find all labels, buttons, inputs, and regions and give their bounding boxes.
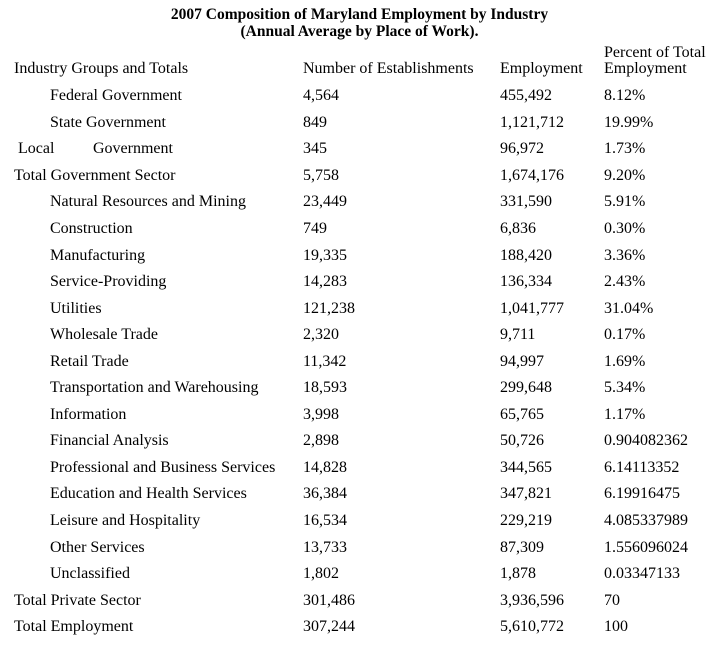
establishments-value: 2,320 bbox=[303, 326, 339, 344]
establishments-value: 849 bbox=[303, 113, 327, 131]
table-row bbox=[0, 163, 719, 190]
table-row bbox=[0, 587, 719, 614]
employment-value: 1,674,176 bbox=[500, 166, 564, 184]
industry-label: Unclassified bbox=[50, 565, 130, 583]
table-row bbox=[0, 322, 719, 349]
employment-value: 347,821 bbox=[500, 485, 552, 503]
industry-label: Transportation and Warehousing bbox=[50, 379, 259, 397]
percent-value: 31.04% bbox=[604, 299, 654, 317]
industry-label: Wholesale Trade bbox=[50, 326, 158, 344]
table-row bbox=[0, 508, 719, 535]
employment-value: 6,836 bbox=[500, 220, 536, 237]
percent-value: 1.73% bbox=[604, 140, 646, 158]
table-row bbox=[0, 428, 719, 455]
percent-value: 6.19916475 bbox=[604, 485, 680, 503]
title-line-2: (Annual Average by Place of Work). bbox=[240, 23, 479, 40]
document-title bbox=[0, 0, 719, 40]
table-row bbox=[0, 561, 719, 588]
column-header-number-of-establishments: Number of Establishments bbox=[303, 60, 474, 77]
table-row bbox=[0, 481, 719, 508]
table-body bbox=[0, 83, 719, 640]
percent-value: 70 bbox=[604, 591, 620, 609]
industry-label: Professional and Business Services bbox=[50, 458, 276, 476]
table-row bbox=[0, 242, 719, 269]
establishments-value: 19,335 bbox=[303, 246, 347, 264]
industry-label: Education and Health Services bbox=[50, 485, 247, 503]
industry-label: Information bbox=[50, 405, 127, 423]
establishments-value: 23,449 bbox=[303, 193, 347, 211]
percent-value: 0.30% bbox=[604, 220, 646, 237]
establishments-value: 4,564 bbox=[303, 87, 339, 105]
percent-value: 19.99% bbox=[604, 113, 654, 131]
establishments-value: 14,283 bbox=[303, 273, 347, 291]
percent-value: 3.36% bbox=[604, 246, 646, 264]
percent-value: 100 bbox=[604, 618, 628, 636]
table-row bbox=[0, 295, 719, 322]
percent-value: 2.43% bbox=[604, 273, 646, 291]
percent-value: 1.69% bbox=[604, 352, 646, 370]
employment-value: 3,936,596 bbox=[500, 591, 564, 609]
employment-value: 299,648 bbox=[500, 379, 552, 397]
table-row bbox=[0, 269, 719, 296]
percent-value: 5.91% bbox=[604, 193, 646, 211]
industry-label: State Government bbox=[50, 113, 166, 131]
employment-value: 94,997 bbox=[500, 352, 544, 370]
percent-value: 0.03347133 bbox=[604, 565, 680, 583]
title-line-1: 2007 Composition of Maryland Employment by Industry bbox=[170, 6, 549, 23]
establishments-value: 2,898 bbox=[303, 432, 339, 450]
establishments-value: 301,486 bbox=[303, 591, 355, 609]
employment-value: 455,492 bbox=[500, 87, 552, 105]
table-header bbox=[0, 40, 719, 77]
industry-label: Utilities bbox=[50, 299, 102, 317]
employment-value: 5,610,772 bbox=[500, 618, 564, 636]
establishments-value: 18,593 bbox=[303, 379, 347, 397]
percent-value: 1.556096024 bbox=[604, 538, 688, 556]
table-row bbox=[0, 348, 719, 375]
industry-label: Leisure and Hospitality bbox=[50, 512, 201, 530]
table-row bbox=[0, 614, 719, 641]
percent-value: 9.20% bbox=[604, 166, 646, 184]
percent-value: 5.34% bbox=[604, 379, 646, 397]
table-row bbox=[0, 402, 719, 429]
percent-value: 0.17% bbox=[604, 326, 646, 344]
employment-value: 1,878 bbox=[500, 565, 536, 583]
percent-value: 4.085337989 bbox=[604, 512, 688, 530]
industry-label-part1: Local bbox=[18, 140, 55, 158]
industry-label: Manufacturing bbox=[50, 246, 146, 264]
employment-value: 136,334 bbox=[500, 273, 552, 291]
employment-value: 229,219 bbox=[500, 512, 552, 530]
employment-value: 188,420 bbox=[500, 246, 552, 264]
industry-label: Service-Providing bbox=[50, 273, 167, 291]
establishments-value: 13,733 bbox=[303, 538, 347, 556]
employment-value: 50,726 bbox=[500, 432, 544, 450]
employment-value: 344,565 bbox=[500, 458, 552, 476]
industry-label bbox=[14, 140, 303, 158]
industry-label: Retail Trade bbox=[50, 352, 129, 370]
industry-label: Other Services bbox=[50, 538, 145, 556]
employment-value: 87,309 bbox=[500, 538, 544, 556]
industry-label: Total Government Sector bbox=[14, 166, 176, 184]
percent-value: 1.17% bbox=[604, 405, 646, 423]
column-header-employment: Employment bbox=[500, 60, 583, 77]
table-row bbox=[0, 189, 719, 216]
establishments-value: 1,802 bbox=[303, 565, 339, 583]
employment-value: 9,711 bbox=[500, 326, 536, 344]
percent-value: 0.904082362 bbox=[604, 432, 688, 450]
employment-value: 1,041,777 bbox=[500, 299, 564, 317]
industry-label: Total Employment bbox=[14, 618, 134, 636]
table-row bbox=[0, 455, 719, 482]
industry-label: Construction bbox=[50, 220, 133, 237]
industry-label: Natural Resources and Mining bbox=[50, 193, 246, 211]
table-row bbox=[0, 136, 719, 163]
establishments-value: 749 bbox=[303, 220, 327, 237]
table-row bbox=[0, 375, 719, 402]
employment-value: 331,590 bbox=[500, 193, 552, 211]
establishments-value: 307,244 bbox=[303, 618, 355, 636]
establishments-value: 11,342 bbox=[303, 352, 347, 370]
percent-value: 8.12% bbox=[604, 87, 646, 105]
employment-value: 65,765 bbox=[500, 405, 544, 423]
establishments-value: 121,238 bbox=[303, 299, 355, 317]
establishments-value: 5,758 bbox=[303, 166, 339, 184]
industry-label: Financial Analysis bbox=[50, 432, 169, 450]
column-header-percent-of-total-employment: Percent of Total Employment bbox=[604, 44, 706, 77]
table-row bbox=[0, 534, 719, 561]
industry-label: Federal Government bbox=[50, 87, 182, 105]
percent-value: 6.14113352 bbox=[604, 458, 680, 476]
establishments-value: 14,828 bbox=[303, 458, 347, 476]
establishments-value: 3,998 bbox=[303, 405, 339, 423]
establishments-value: 345 bbox=[303, 140, 327, 158]
employment-value: 96,972 bbox=[500, 140, 544, 158]
industry-label-part2: Government bbox=[93, 140, 173, 158]
industry-label: Total Private Sector bbox=[14, 591, 141, 609]
column-header-industry-groups: Industry Groups and Totals bbox=[14, 60, 189, 77]
table-row bbox=[0, 110, 719, 137]
establishments-value: 16,534 bbox=[303, 512, 347, 530]
establishments-value: 36,384 bbox=[303, 485, 347, 503]
table-row bbox=[0, 83, 719, 110]
table-row bbox=[0, 216, 719, 243]
employment-value: 1,121,712 bbox=[500, 113, 564, 131]
